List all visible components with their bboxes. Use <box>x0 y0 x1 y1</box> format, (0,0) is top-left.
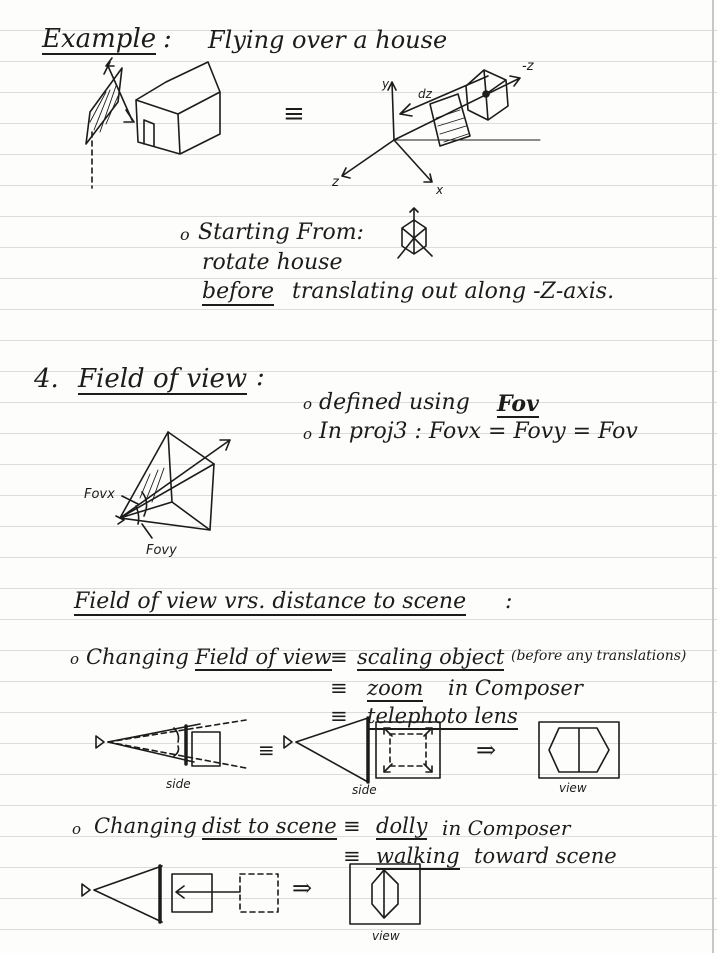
view-frame-2 <box>350 864 420 924</box>
fovx-label: Fovx <box>84 487 115 502</box>
view-label-1: view <box>559 781 587 795</box>
camera-eye-icon-3 <box>82 884 90 896</box>
fov-bullet-1-text: defined using <box>319 390 470 415</box>
axes-sketch <box>320 54 550 204</box>
fov-side-view-sketch <box>90 712 250 792</box>
changing-dist-bullet: o <box>72 820 82 838</box>
rotate-house-text: rotate house <box>202 250 343 275</box>
view-result-sketch-2 <box>346 858 436 948</box>
frustum-outer-dashed <box>108 720 246 768</box>
equivalence-symbol-1: ≡ <box>283 99 305 129</box>
object-box-far <box>240 874 278 912</box>
fov-vs-distance-heading: Field of view vrs. distance to scene <box>74 589 467 614</box>
view-hexagon-2 <box>372 870 398 918</box>
fov-heading: Field of view <box>78 364 248 394</box>
changing-fov-prefix: Changing <box>86 645 189 669</box>
x-axis <box>394 140 432 182</box>
fov-bullet-1-marker: o <box>303 395 313 413</box>
camera-dot <box>483 91 489 97</box>
neg-z-axis-label: -z <box>522 59 534 74</box>
camera-eye-icon <box>96 736 104 748</box>
fov-bullet-2-marker: o <box>303 425 313 443</box>
fovx-pointer <box>122 496 138 504</box>
view-label-2: view <box>372 929 400 943</box>
eq2-term: zoom <box>367 676 424 700</box>
implies-arrow-1: ⇒ <box>476 736 497 764</box>
implies-arrow-2: ⇒ <box>292 874 313 902</box>
eq2-rest: in Composer <box>448 676 583 700</box>
small-house-icon <box>388 206 438 266</box>
camera-apex-icon <box>104 58 114 74</box>
dist-eq2-rest: toward scene <box>474 844 617 868</box>
fov-bullet-2-text: In proj3 : Fovx = Fovy = Fov <box>319 419 638 444</box>
fovy-label: Fovy <box>146 543 177 558</box>
view-hexagon-1 <box>549 728 609 772</box>
fov-hatch <box>140 468 164 502</box>
house-outline <box>136 62 220 154</box>
frustum-edges-2 <box>296 718 368 782</box>
fov-arcs <box>136 492 147 524</box>
starting-from-text: Starting From: <box>198 220 364 245</box>
inner-dashed-square <box>390 734 426 766</box>
fovy-pointer <box>142 524 152 538</box>
y-axis <box>388 82 396 140</box>
eq1-term: scaling object <box>357 645 505 669</box>
dolly-arrow <box>176 886 240 898</box>
dist-eq2-symbol: ≡ <box>343 844 361 868</box>
example-heading-colon: : <box>163 24 172 54</box>
before-text: before <box>202 279 275 304</box>
frustum-edges-3 <box>94 866 162 922</box>
fov-bullet-1-code: Fov <box>497 391 539 417</box>
fov-vs-distance-colon: : <box>505 589 513 614</box>
y-axis-label: y <box>382 77 390 91</box>
dist-eq1-term: dolly <box>376 814 428 838</box>
arc-marks <box>174 728 179 756</box>
dz-measure <box>400 76 488 116</box>
eq2-symbol: ≡ <box>330 676 348 700</box>
changing-fov-bullet: o <box>70 650 80 668</box>
dist-eq1-rest: in Composer <box>442 816 571 840</box>
changing-fov-term: Field of view <box>195 645 332 669</box>
view-result-sketch-1 <box>535 716 635 796</box>
z-axis <box>342 140 394 178</box>
view-plane <box>168 432 214 530</box>
camera-eye-icon-2 <box>284 736 292 748</box>
eq3-symbol: ≡ <box>330 704 348 728</box>
dist-eq2-term: walking <box>376 844 460 868</box>
section-number: 4. <box>34 364 59 394</box>
side-label-1: side <box>166 777 191 791</box>
example-heading: Example <box>42 24 157 54</box>
eq1-note: (before any translations) <box>511 648 687 664</box>
x-axis-label: x <box>436 183 444 197</box>
side-label-2: side <box>352 783 377 797</box>
zoom-side-view-sketch <box>280 712 460 796</box>
eq3-term: telephoto lens <box>367 704 518 728</box>
translating-text: translating out along -Z-axis. <box>292 279 615 304</box>
dist-eq1-symbol: ≡ <box>343 814 361 838</box>
z-axis-label: z <box>332 175 339 190</box>
house-camera-sketch <box>80 52 230 192</box>
frustum-edges <box>120 432 214 530</box>
changing-dist-term: dist to scene <box>202 814 337 838</box>
fov-heading-colon: : <box>256 362 265 392</box>
example-subtitle: Flying over a house <box>208 26 448 54</box>
eq1-symbol: ≡ <box>330 645 348 669</box>
diagram-equivalence: ≡ <box>258 738 275 762</box>
fov-frustum-sketch <box>80 420 250 570</box>
house-door <box>144 120 154 146</box>
margin-line <box>712 0 714 953</box>
dz-label: dz <box>418 87 432 101</box>
changing-dist-prefix: Changing <box>94 814 197 838</box>
starting-bullet: o <box>180 225 190 244</box>
dolly-side-view-sketch <box>76 860 296 930</box>
